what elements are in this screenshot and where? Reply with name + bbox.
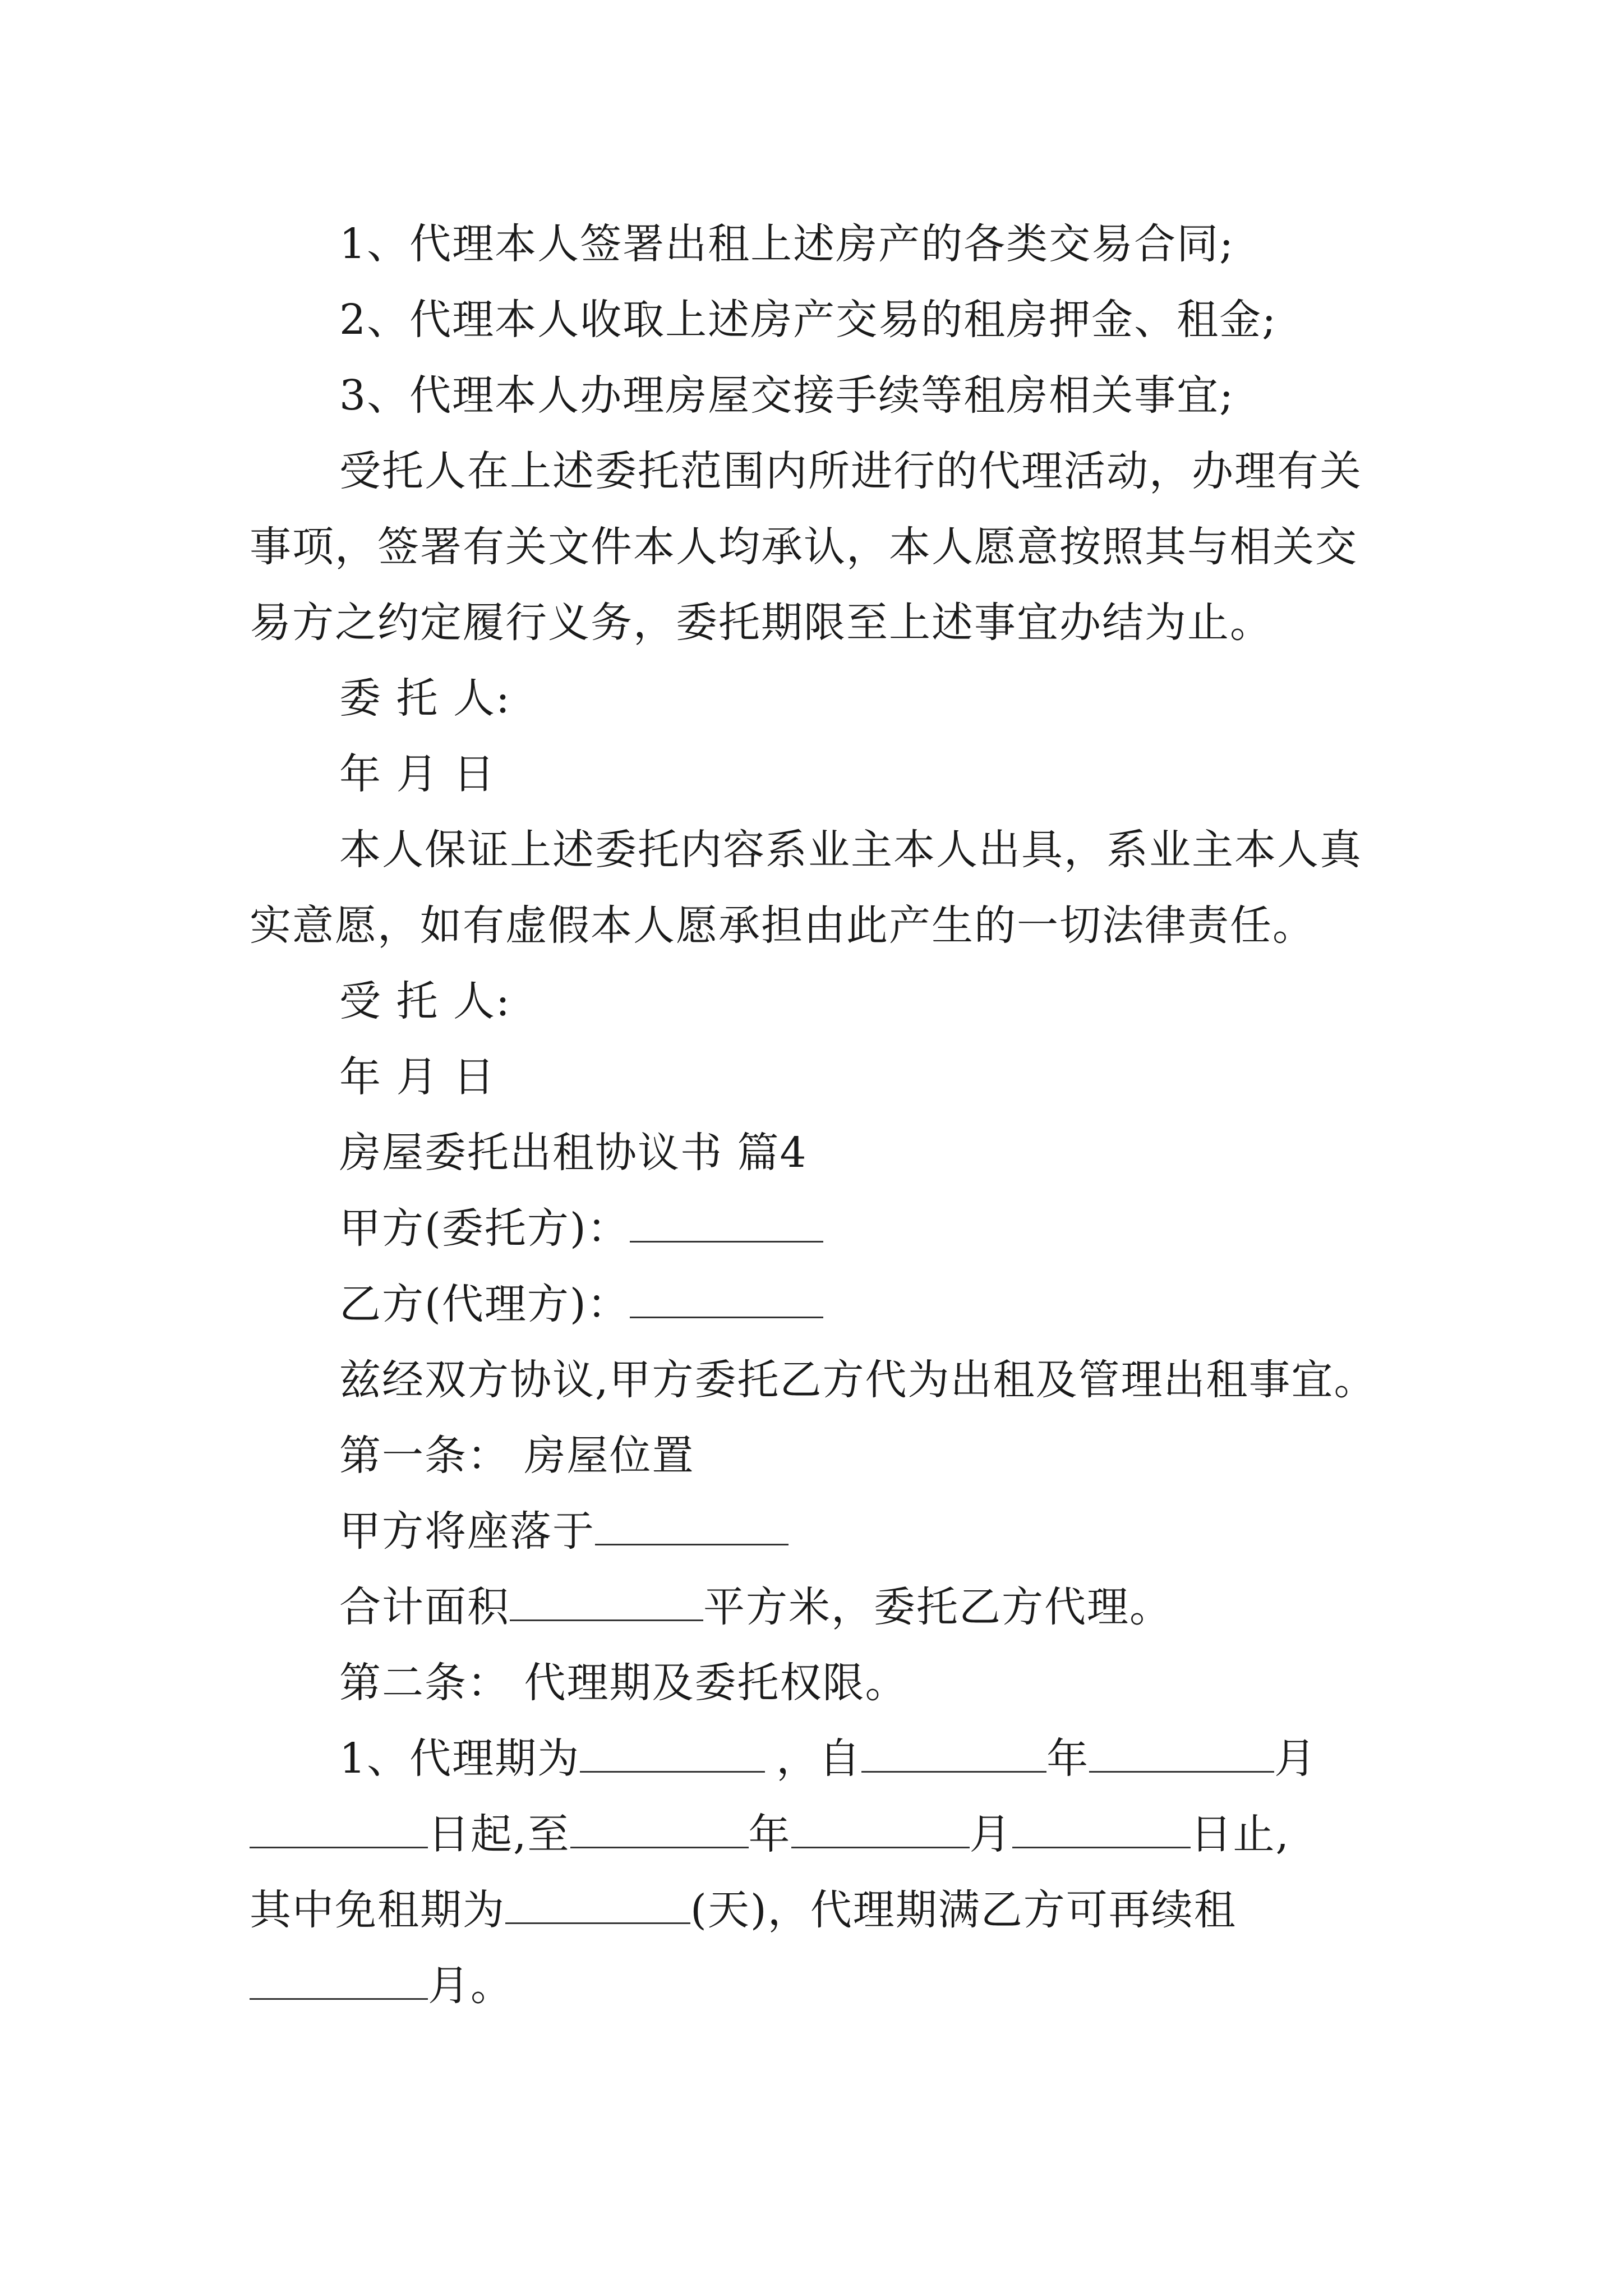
paragraph-guarantee-line-2: 实意愿，如有虚假本人愿承担由此产生的一切法律责任。 <box>250 901 1315 950</box>
property-location-line: 甲方将座落于 <box>0 1498 1623 1565</box>
clause-handover: 3、代理本人办理房屋交接手续等租房相关事宜; <box>339 371 1235 420</box>
agency-period-blank <box>580 1734 765 1773</box>
start-month-blank <box>1089 1734 1274 1773</box>
agency-period-line-4: 月。 <box>0 1952 1623 2019</box>
start-year-blank <box>861 1734 1046 1773</box>
property-location-blank <box>595 1507 789 1545</box>
agreement-intro: 兹经双方协议,甲方委托乙方代为出租及管理出租事宜。 <box>339 1356 1377 1404</box>
principal-signature-label: 委 托 人: <box>339 674 511 723</box>
agency-period-line-1: 1、代理期为 ，自 年 月 <box>339 1734 1317 1783</box>
trustee-signature-label: 受 托 人: <box>339 977 511 1025</box>
principal-date-label: 年 月 日 <box>339 750 496 798</box>
party-b-line: 乙方(代理方)： <box>0 1271 1623 1338</box>
property-area-blank <box>510 1582 703 1621</box>
party-a-blank <box>630 1204 823 1243</box>
agency-period-line-2: 日起,至 年 月 日止, <box>0 1801 1623 1868</box>
article-two-heading: 第二条： 代理期及委托权限。 <box>339 1659 908 1707</box>
clause-sign-contracts: 1、代理本人签署出租上述房产的各类交易合同; <box>339 220 1235 268</box>
end-year-blank <box>570 1810 749 1848</box>
end-day-blank <box>1012 1810 1191 1848</box>
property-area-line: 合计面积 平方米，委托乙方代理。 <box>339 1583 1172 1631</box>
party-b-blank <box>630 1280 823 1318</box>
renewal-months-blank <box>250 1961 428 2000</box>
agency-period-line-3: 其中免租期为 (天)，代理期满乙方可再续租 <box>250 1886 1237 1934</box>
rent-free-blank <box>505 1885 690 1924</box>
paragraph-trustee-line-2: 事项，签署有关文件本人均承认，本人愿意按照其与相关交 <box>250 523 1358 571</box>
section-title: 房屋委托出租协议书 篇4 <box>339 1129 808 1177</box>
start-day-blank <box>250 1810 428 1848</box>
end-month-blank <box>791 1810 970 1848</box>
clause-collect-rent: 2、代理本人收取上述房产交易的租房押金、租金; <box>339 296 1278 344</box>
paragraph-guarantee-line-1: 本人保证上述委托内容系业主本人出具，系业主本人真 <box>339 826 1362 874</box>
article-one-heading: 第一条： 房屋位置 <box>339 1432 695 1480</box>
party-a-line: 甲方(委托方)： <box>0 1195 1623 1262</box>
paragraph-trustee-line-3: 易方之约定履行义务，委托期限至上述事宜办结为止。 <box>250 599 1272 647</box>
paragraph-trustee-line-1: 受托人在上述委托范围内所进行的代理活动，办理有关 <box>339 447 1362 495</box>
trustee-date-label: 年 月 日 <box>339 1053 496 1101</box>
